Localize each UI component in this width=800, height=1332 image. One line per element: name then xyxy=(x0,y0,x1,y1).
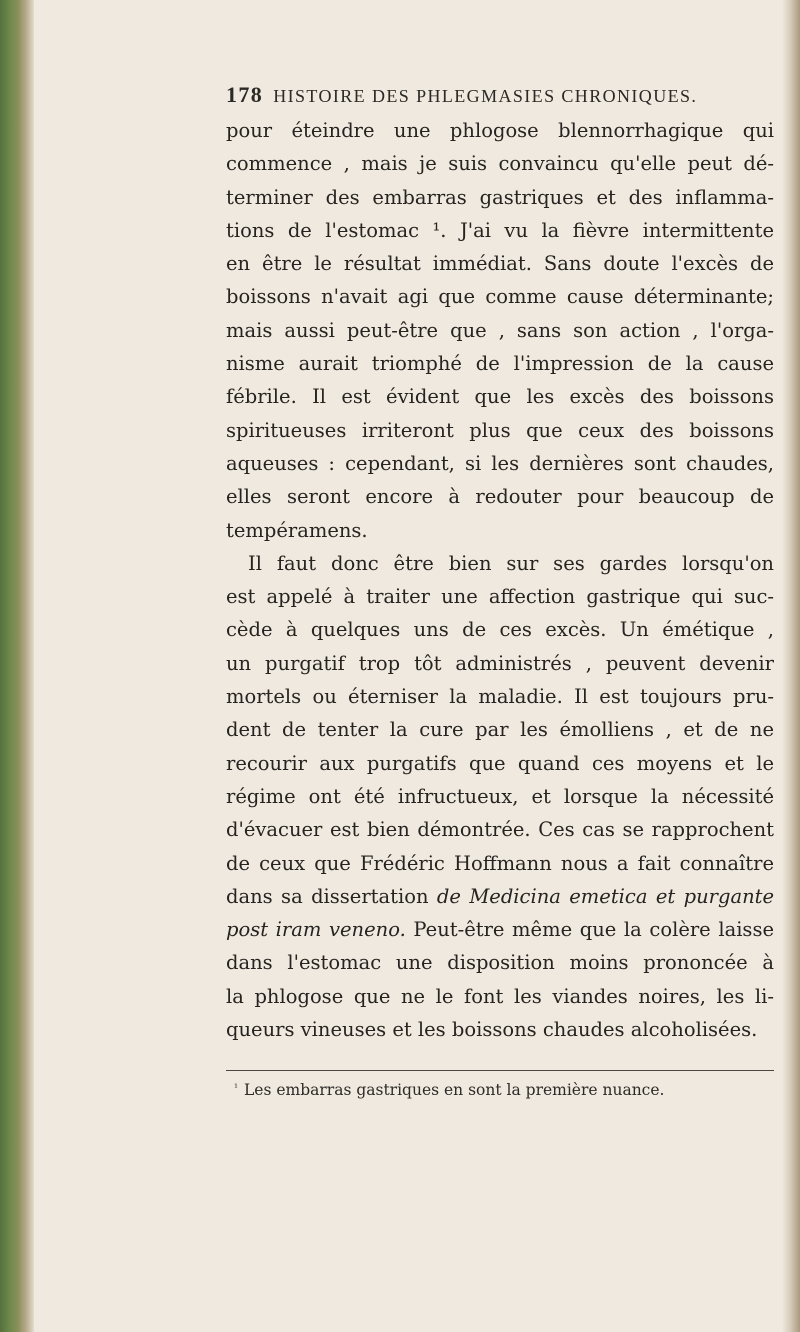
text-line: régime ont été infructueux, et lorsque la nécessité xyxy=(226,784,774,808)
footnote-rule xyxy=(226,1070,774,1071)
text-line: commence , mais je suis convaincu qu'elle peut dé- xyxy=(226,152,774,176)
dissertation-title: de Medicina emetica et purgante xyxy=(436,884,774,908)
text-line: mais aussi peut-être que , sans son action , l'orga- xyxy=(226,318,774,342)
text-line: pour éteindre une phlogose blennorrhagique qui xyxy=(226,119,774,142)
book-binding-edge xyxy=(0,0,34,1332)
text-segment: dans sa dissertation xyxy=(226,884,429,908)
paragraph-end-line: tempéramens. xyxy=(226,518,368,542)
text-line: nisme aurait triomphé de l'impression de la cause xyxy=(226,352,774,376)
text-line: spiritueuses irriteront plus que ceux des boissons xyxy=(226,418,774,442)
text-line: mortels ou éterniser la maladie. Il est toujours pru- xyxy=(226,685,774,709)
page-number: 178 xyxy=(226,82,264,107)
text-line: terminer des embarras gastriques et des inflamma- xyxy=(226,185,774,209)
page-right-edge xyxy=(782,0,800,1332)
text-line: un purgatif trop tôt administrés , peuvent devenir xyxy=(226,651,774,675)
book-page xyxy=(226,82,774,1099)
text-line: est appelé à traiter une affection gastrique qui suc- xyxy=(226,585,774,609)
paragraph-start-line: Il faut donc être bien sur ses gardes lorsqu'on xyxy=(248,551,774,575)
running-header xyxy=(226,82,774,108)
footnote-text: Les embarras gastriques en sont la première nuance. xyxy=(244,1081,665,1100)
footnote xyxy=(226,1081,774,1099)
text-line: recourir aux purgatifs que quand ces moyens et le xyxy=(226,751,774,775)
text-line: la phlogose que ne le font les viandes noires, les li- xyxy=(226,984,774,1008)
running-title: HISTOIRE DES PHLEGMASIES CHRONIQUES. xyxy=(273,86,698,106)
text-line: fébrile. Il est évident que les excès des boissons xyxy=(226,385,774,409)
dissertation-title-end: post iram veneno. xyxy=(226,918,406,942)
paragraph-end-line: queurs vineuses et les boissons chaudes alcoholisées. xyxy=(226,1018,758,1042)
text-line: dans l'estomac une disposition moins prononcée à xyxy=(226,951,774,975)
text-line: elles seront encore à redouter pour beaucoup de xyxy=(226,485,774,509)
main-text xyxy=(226,114,774,1046)
text-segment: Peut-être même que la colère laisse xyxy=(413,918,774,942)
text-line: boissons n'avait agi que comme cause déterminante; xyxy=(226,285,774,309)
text-line: cède à quelques uns de ces excès. Un émétique , xyxy=(226,618,774,642)
text-line-with-title xyxy=(226,913,774,946)
text-line: d'évacuer est bien démontrée. Ces cas se rapprochent xyxy=(226,818,774,842)
text-line-with-title xyxy=(226,880,774,913)
text-line: de ceux que Frédéric Hoffmann nous a fait connaître xyxy=(226,851,774,875)
text-line: en être le résultat immédiat. Sans doute l'excès de xyxy=(226,252,774,276)
footnote-marker: ¹ xyxy=(234,1083,239,1095)
text-line: dent de tenter la cure par les émolliens , et de ne xyxy=(226,718,774,742)
text-line: tions de l'estomac ¹. J'ai vu la fièvre intermittente xyxy=(226,218,774,242)
text-line: aqueuses : cependant, si les dernières sont chaudes, xyxy=(226,451,774,475)
